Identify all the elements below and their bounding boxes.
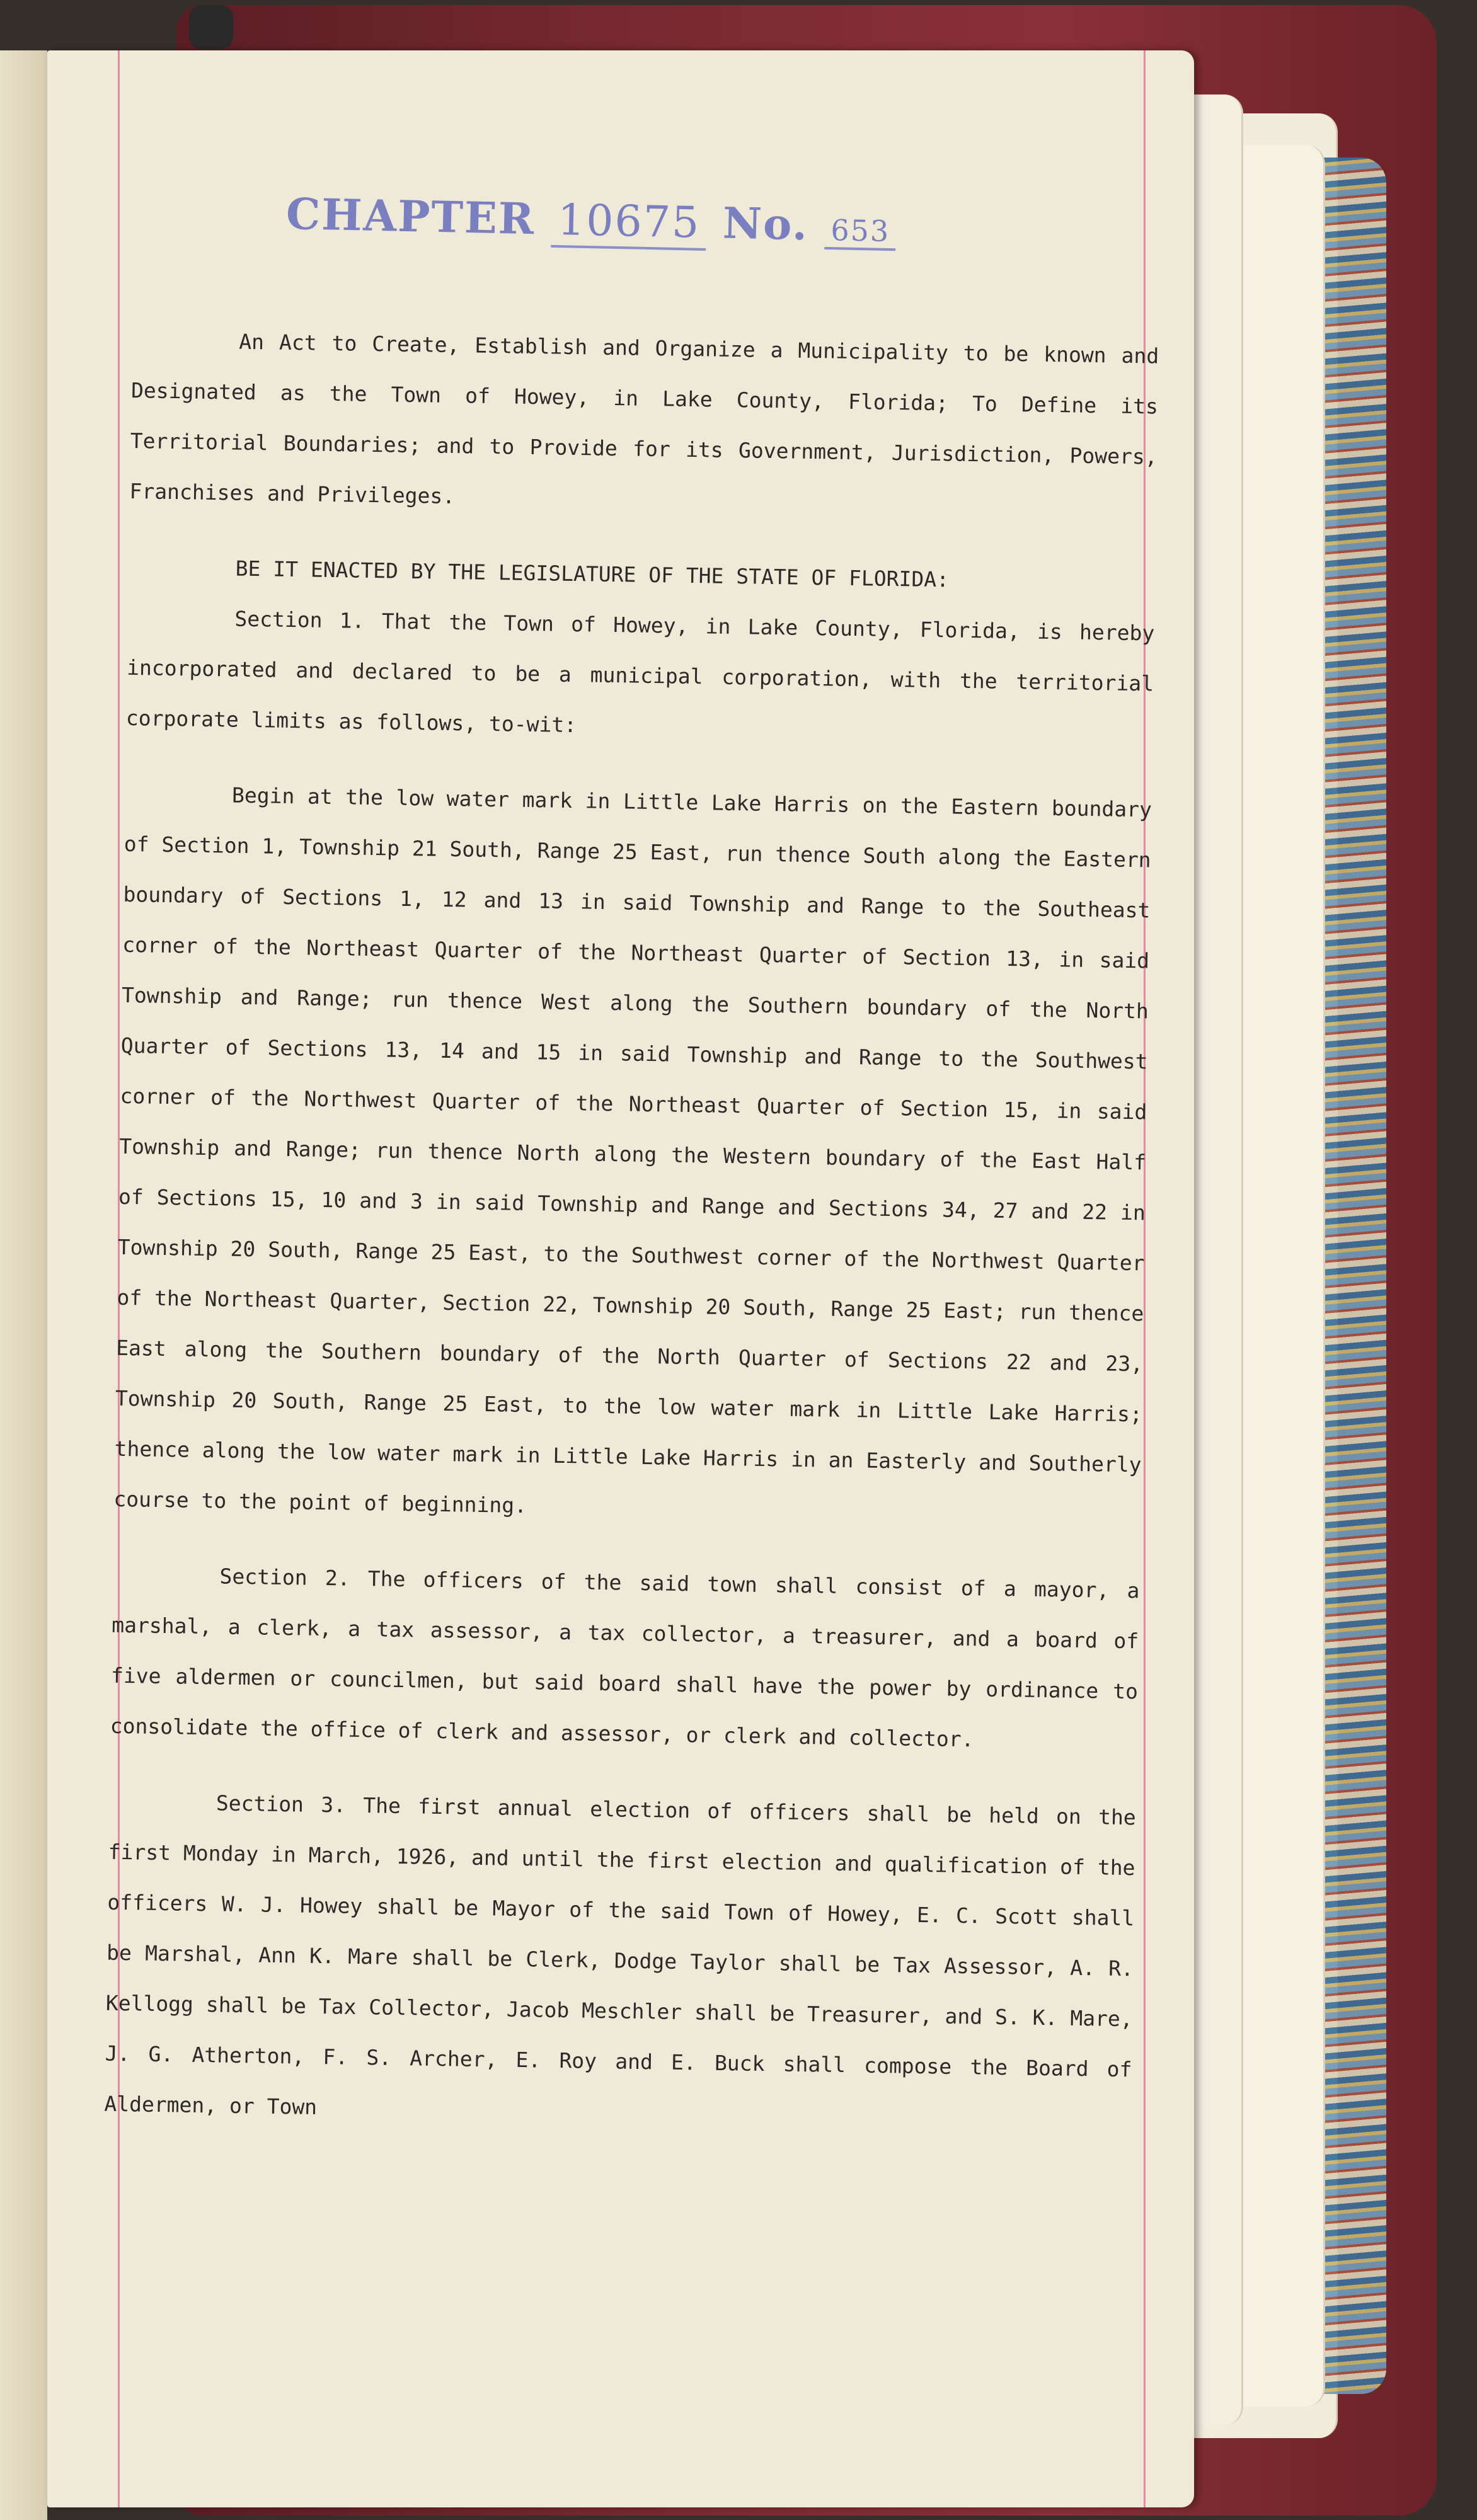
section-1: Section 1. That the Town of Howey, in Lake County, Florida, is hereby incorporated and declared to be a municipal corporation, with the territorial corporate limits as follows, to-wit: [125,606,1155,738]
boundary-description: Begin at the low water mark in Little Lake Harris on the Eastern boundary of Section 1, Township 21 South, Range 25 East, run thence South along the Eastern boundary of Sections 1, 12 and 13 in said Township and Range to the Southeast corner of the Northeast Quarter of the Northeast Quarter of Section 13, in said Township and Range; run thence West along the Southern boundary of the North Quarter of Sections 13, 14 and 15 in said Township and Range to the Southwest corner of the Northwest Quarter of the Northeast Quarter of Section 15, in said Township and Range; run thence North along the Western boundary of the East Half of Sections 15, 10 and 3 in said Township and Range and Sections 34, 27 and 22 in Township 20 South, Range 25 East, to the Southwest corner of the Northwest Quarter of the Northeast Quarter, Section 22, Township 20 South, Range 25 East; run thence East along the Southern boundary of the North Quarter of Sections 22 and 23, Township 20 South, Range 25 East, to the low water mark in Little Lake Harris; thence along the low water mark in Little Lake Harris in an Easterly and Southerly course to the point of beginning. [113,782,1152,1518]
enacting-clause: BE IT ENACTED BY THE LEGISLATURE OF THE STATE OF FLORIDA: [235,556,950,592]
act-text [104,315,1159,2145]
binding-strap [189,5,233,49]
section-3: Section 3. The first annual election of officers shall be held on the first Monday in March, 1926, and until the first election and qualification of the officers W. J. Howey shall be Mayor of the said Town of Howey, E. C. Scott shall be Marshal, Ann K. Mare shall be Clerk, Dodge Taylor shall be Tax Assessor, A. R. Kellogg shall be Tax Collector, Jacob Meschler shall be Treasurer, and S. K. Mare, J. G. Atherton, F. S. Archer, E. Roy and E. Buck shall compose the Board of Aldermen, or Town [104,1790,1137,2119]
title-paragraph: An Act to Create, Establish and Organize a Municipality to be known and Designated as the Town of Howey, in Lake County, Florida; To Define its Territorial Boundaries; and to Provide for its Government, Jurisdiction, Powers, Franchises and Privileges. [129,329,1159,509]
no-label: No. [722,198,809,251]
chapter-number: 10675 [551,195,707,251]
section-2: Section 2. The officers of the said town shall consist of a mayor, a marshal, a clerk, a tax assessor, a tax collector, a treasurer, and a board of five aldermen or councilmen, but said board shall have the power by ordinance to consolidate the office of clerk and assessor, or clerk and collector. [110,1564,1140,1752]
no-number: 653 [824,213,897,251]
left-facing-page [0,50,47,2520]
chapter-label: CHAPTER [285,189,536,245]
